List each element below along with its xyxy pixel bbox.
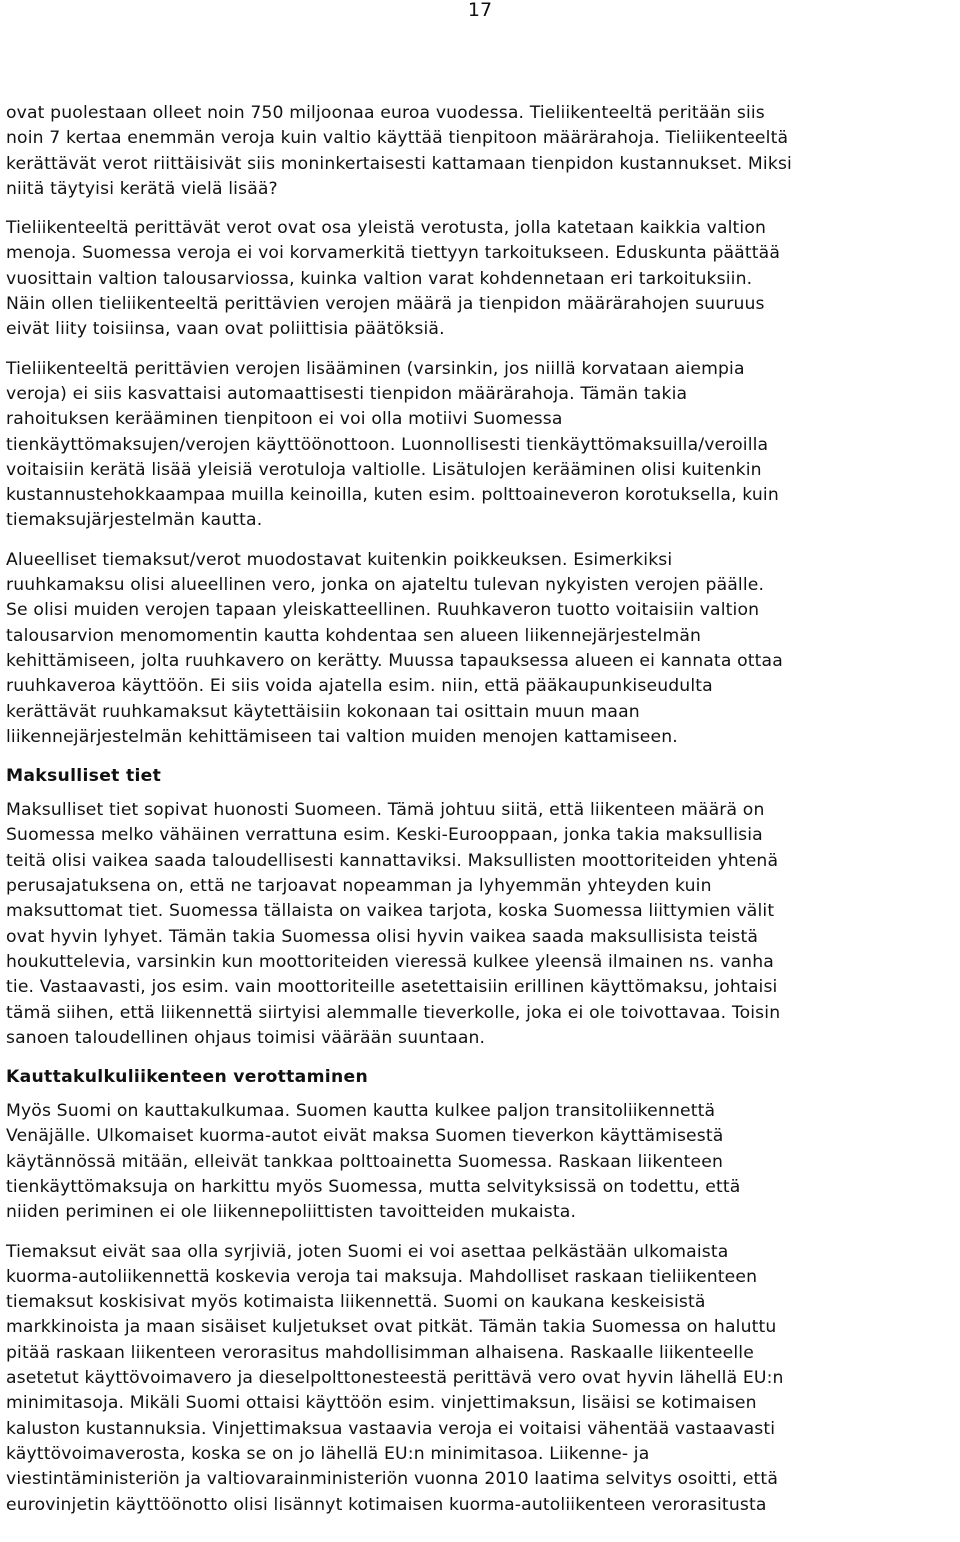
text-line: kerättävät verot riittäisivät siis moninkertaisesti kattamaan tienpidon kustannukset. Miksi (6, 153, 792, 174)
text-line: Tieliikenteeltä perittävien verojen lisääminen (varsinkin, jos niillä korvataan aiempia (6, 358, 745, 379)
section-heading-maksulliset-tiet: Maksulliset tiet (6, 766, 162, 787)
paragraph-7 (6, 1240, 952, 1518)
paragraph-6 (6, 1099, 952, 1225)
text-line: Alueelliset tiemaksut/verot muodostavat kuitenkin poikkeuksen. Esimerkiksi (6, 549, 673, 570)
text-line: tämä siihen, että liikennettä siirtyisi alemmalle tieverkolle, joka ei ole toivottavaa. Toisin (6, 1002, 781, 1023)
text-line: Venäjälle. Ulkomaiset kuorma-autot eivät maksa Suomen tieverkon käyttämisestä (6, 1126, 724, 1147)
text-line: Myös Suomi on kauttakulkumaa. Suomen kautta kulkee paljon transitoliikennettä (6, 1101, 716, 1122)
text-line: viestintäministeriön ja valtiovarainministeriön vuonna 2010 laatima selvitys osoitti, että (6, 1469, 779, 1490)
text-line: tie. Vastaavasti, jos esim. vain moottoriteille asetettaisiin erillinen käyttömaksu, johtaisi (6, 977, 778, 998)
text-line: käytännössä mitään, elleivät tankkaa polttoainetta Suomessa. Raskaan liikenteen (6, 1151, 723, 1172)
text-line: liikennejärjestelmän kehittämiseen tai valtion muiden menojen kattamiseen. (6, 726, 678, 747)
text-line: rahoituksen kerääminen tienpitoon ei voi olla motiivi Suomessa (6, 409, 563, 430)
text-line: käyttövoimaverosta, koska se on jo lähellä EU:n minimitasoa. Liikenne- ja (6, 1443, 650, 1464)
text-line: tiemaksut koskisivat myös kotimaista liikennettä. Suomi on kaukana keskeisistä (6, 1292, 706, 1313)
text-line: Maksulliset tiet sopivat huonosti Suomeen. Tämä johtuu siitä, että liikenteen määrä on (6, 800, 765, 821)
text-line: vuosittain valtion talousarviossa, kuinka valtion varat kohdennetaan eri tarkoituksiin. (6, 268, 753, 289)
text-line: tiemaksujärjestelmän kautta. (6, 510, 263, 531)
text-line: pitää raskaan liikenteen verorasitus mahdollisimman alhaisena. Raskaalle liikenteelle (6, 1342, 754, 1363)
document-body (6, 101, 952, 1532)
text-line: tienkäyttömaksuja on harkittu myös Suomessa, mutta selvityksissä on todettu, että (6, 1176, 741, 1197)
text-line: Tieliikenteeltä perittävät verot ovat osa yleistä verotusta, jolla katetaan kaikkia valtion (6, 218, 767, 239)
text-line: ovat hyvin lyhyet. Tämän takia Suomessa olisi hyvin vaikea saada maksullisista teistä (6, 926, 759, 947)
text-line: Tiemaksut eivät saa olla syrjiviä, joten Suomi ei voi asettaa pelkästään ulkomaista (6, 1241, 729, 1262)
text-line: ruuhkamaksu olisi alueellinen vero, jonka on ajateltu tulevan nykyisten verojen päälle. (6, 575, 765, 596)
text-line: niiden periminen ei ole liikennepoliittisten tavoitteiden mukaista. (6, 1202, 577, 1223)
text-line: kaluston kustannuksia. Vinjettimaksua vastaavia veroja ei voitaisi vähentää vastaavasti (6, 1418, 776, 1439)
text-line: Suomessa melko vähäinen verrattuna esim. Keski-Eurooppaan, jonka takia maksullisia (6, 825, 763, 846)
text-line: asetetut käyttövoimavero ja dieselpolttonesteestä perittävä vero ovat hyvin lähellä EU:n (6, 1368, 784, 1389)
text-line: houkuttelevia, varsinkin kun moottoriteiden vieressä kulkee yleensä ilmainen ns. vanha (6, 951, 774, 972)
text-line: kustannustehokkaampaa muilla keinoilla, kuten esim. polttoaineveron korotuksella, kuin (6, 485, 779, 506)
text-line: kerättävät ruuhkamaksut käytettäisiin kokonaan tai osittain muun maan (6, 701, 640, 722)
text-line: kehittämiseen, jolta ruuhkavero on kerätty. Muussa tapauksessa alueen ei kannata ottaa (6, 650, 783, 671)
paragraph-2 (6, 216, 952, 342)
text-line: eivät liity toisiinsa, vaan ovat poliittisia päätöksiä. (6, 319, 445, 340)
text-line: Näin ollen tieliikenteeltä perittävien verojen määrä ja tienpidon määrärahojen suuruus (6, 294, 765, 315)
paragraph-5 (6, 798, 952, 1051)
text-line: perusajatuksena on, että ne tarjoavat nopeamman ja lyhyemmän yhteyden kuin (6, 876, 712, 897)
text-line: ovat puolestaan olleet noin 750 miljoonaa euroa vuodessa. Tieliikenteeltä peritään siis (6, 103, 765, 123)
text-line: noin 7 kertaa enemmän veroja kuin valtio käyttää tienpitoon määrärahoja. Tieliikenteeltä (6, 128, 789, 149)
page-number: 17 (467, 0, 493, 21)
text-line: menoja. Suomessa veroja ei voi korvamerkitä tiettyyn tarkoitukseen. Eduskunta päättää (6, 243, 781, 264)
paragraph-1 (6, 101, 952, 202)
text-line: kuorma-autoliikennettä koskevia veroja tai maksuja. Mahdolliset raskaan tieliikenteen (6, 1266, 758, 1287)
text-line: markkinoista ja maan sisäiset kuljetukset ovat pitkät. Tämän takia Suomessa on haluttu (6, 1317, 777, 1338)
text-line: eurovinjetin käyttöönotto olisi lisännyt kotimaisen kuorma-autoliikenteen verorasitusta (6, 1494, 767, 1515)
text-line: voitaisiin kerätä lisää yleisiä verotuloja valtiolle. Lisätulojen kerääminen olisi kuitenkin (6, 459, 762, 480)
text-line: talousarvion menomomentin kautta kohdentaa sen alueen liikennejärjestelmän (6, 625, 702, 646)
text-line: teitä olisi vaikea saada taloudellisesti kannattaviksi. Maksullisten moottoriteiden yhtenä (6, 850, 779, 871)
text-line: Se olisi muiden verojen tapaan yleiskatteellinen. Ruuhkaveron tuotto voitaisiin valtion (6, 600, 760, 621)
paragraph-4 (6, 548, 952, 750)
text-line: tienkäyttömaksujen/verojen käyttöönottoon. Luonnollisesti tienkäyttömaksuilla/veroilla (6, 434, 769, 455)
text-line: maksuttomat tiet. Suomessa tällaista on vaikea tarjota, koska Suomessa liittymien välit (6, 901, 775, 922)
text-line: veroja) ei siis kasvattaisi automaattisesti tienpidon määrärahoja. Tämän takia (6, 383, 688, 404)
paragraph-3 (6, 357, 952, 534)
text-line: ruuhkaveroa käyttöön. Ei siis voida ajatella esim. niin, että pääkaupunkiseudulta (6, 676, 713, 697)
text-line: minimitasoja. Mikäli Suomi ottaisi käyttöön esim. vinjettimaksun, lisäisi se kotimaisen (6, 1393, 757, 1414)
text-line: niitä täytyisi kerätä vielä lisää? (6, 178, 278, 199)
section-heading-kauttakulkuliikenne: Kauttakulkuliikenteen verottaminen (6, 1067, 368, 1088)
text-line: sanoen taloudellinen ohjaus toimisi väärään suuntaan. (6, 1027, 486, 1048)
